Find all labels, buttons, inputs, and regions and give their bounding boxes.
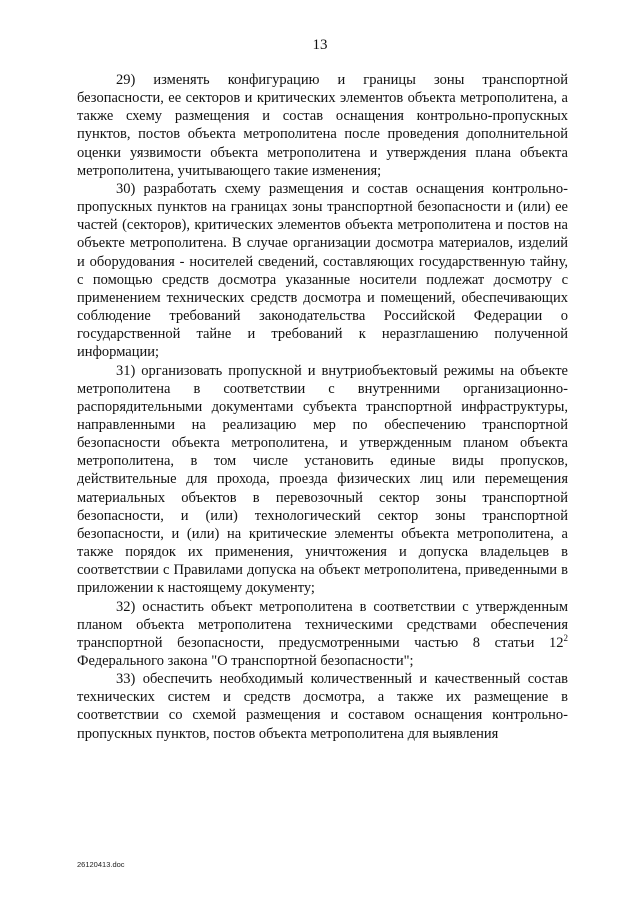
list-item-33: 33) обеспечить необходимый количественный и качественный состав технических систем и средств досмотра, а также их размещение в соответствии со схемой размещения и составом оснащения контрольно-пропускных пунктов, постов объекта метрополитена для выявления: [77, 671, 568, 742]
list-item-32-text: 32) оснастить объект метрополитена в соответствии с утвержденным планом объекта метрополитена техническими средствами обеспечения транспортной безопасности, предусмотренными частью 8 статьи 12: [77, 598, 568, 651]
list-item-29: 29) изменять конфигурацию и границы зоны транспортной безопасности, ее секторов и критических элементов объекта метрополитена, а также схему размещения и состав оснащения контрольно-пропускных пунктов, постов объекта метрополитена после проведения дополнительной оценки уязвимости объекта метрополитена и утверждения плана объекта метрополитена, учитывающего такие изменения;: [77, 72, 568, 179]
list-item-30: 30) разработать схему размещения и состав оснащения контрольно-пропускных пунктов на границах зоны транспортной безопасности и (или) ее частей (секторов), критических элементов объекта метрополитена и постов на объекте метрополитена. В случае организации досмотра материалов, изделий и оборудования - носителей сведений, составляющих государственную тайну, с помощью средств досмотра указанные носители подлежат досмотру с применением технических средств досмотра и помещений, обеспечивающих соблюдение требований законодательства Российской Федерации о государственной тайне и требований к неразглашению полученной информации;: [77, 180, 568, 361]
superscript-marker: 2: [563, 632, 568, 643]
list-item-32: [77, 598, 568, 671]
page-number: 13: [312, 37, 328, 53]
list-item-32-tail: Федерального закона "О транспортной безопасности";: [77, 653, 414, 669]
document-body: [77, 71, 568, 743]
file-name-footer: 26120413.doc: [77, 860, 125, 869]
list-item-31: 31) организовать пропускной и внутриобъектовый режимы на объекте метрополитена в соответствии с внутренними организационно-распорядительными документами субъекта транспортной инфраструктуры, направленными на реализацию мер по обеспечению транспортной безопасности объекта метрополитена, и утвержденным планом объекта метрополитена, в том числе установить единые виды пропусков, действительные для прохода, проезда физических лиц или перемещения материальных объектов в перевозочный сектор зоны транспортной безопасности, и (или) технологический сектор зоны транспортной безопасности, и (или) на критические элементы объекта метрополитена, а также порядок их применения, уничтожения и допуска владельцев в соответствии с Правилами допуска на объект метрополитена, приведенными в приложении к настоящему документу;: [77, 362, 568, 597]
